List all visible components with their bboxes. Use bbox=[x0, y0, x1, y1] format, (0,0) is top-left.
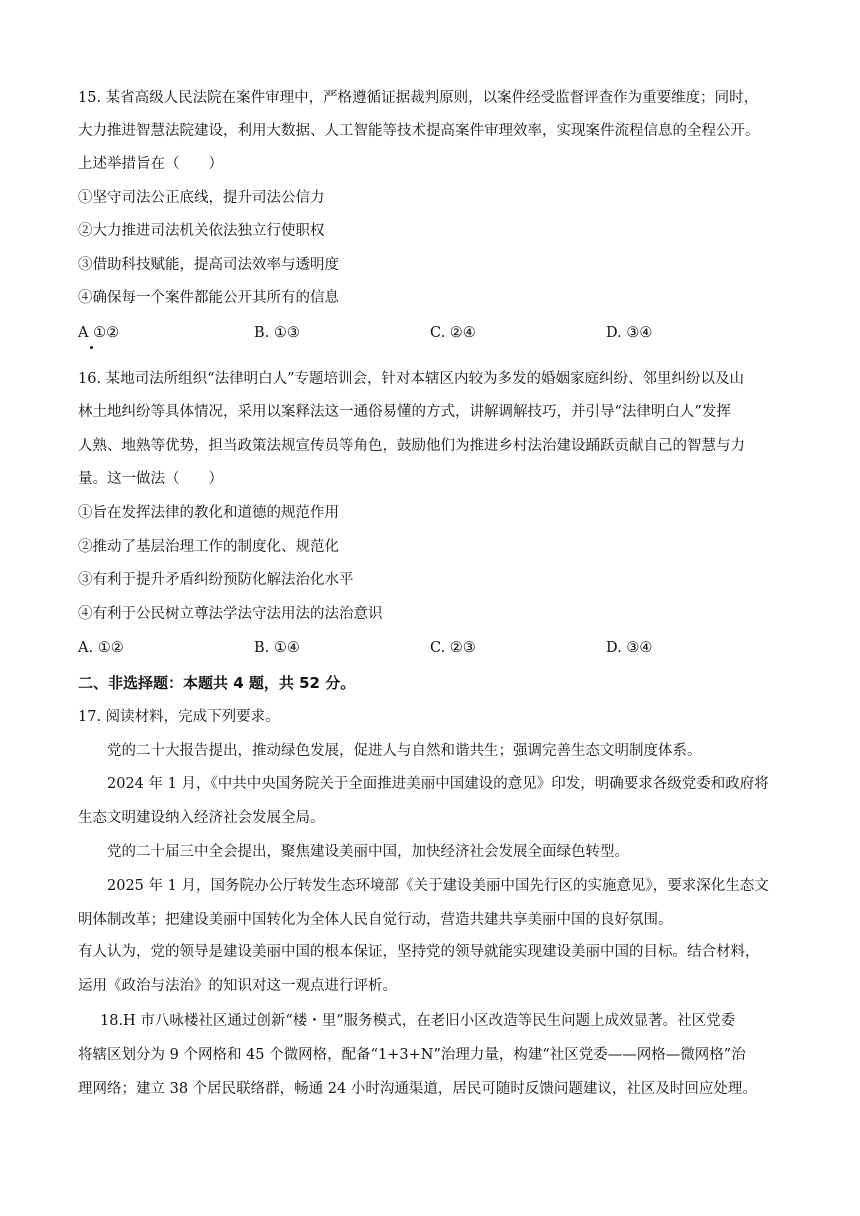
q15-stem-line-3: 上述举措旨在（ ） bbox=[78, 156, 223, 172]
q16-stem-line-1: 16. 某地司法所组织“法律明白人”专题培训会，针对本辖区内较为多发的婚姻家庭纠纷、邻里纠纷以及山 bbox=[78, 371, 744, 387]
q16-option-d[interactable]: D. ③④ bbox=[606, 640, 653, 656]
q16-option-b[interactable]: B. ①④ bbox=[254, 640, 300, 656]
section-heading: 二、非选择题：本题共 4 题，共 52 分。 bbox=[78, 674, 356, 692]
q18-stem-line-3: 理网络；建立 38 个居民联络群，畅通 24 小时沟通渠道，居民可随时反馈问题建议，社区及时回应处理。 bbox=[78, 1081, 757, 1097]
q18-stem-line-1: 18.H 市八咏楼社区通过创新“楼・里”服务模式，在老旧小区改造等民生问题上成效显著。社区党委 bbox=[100, 1013, 736, 1029]
q15-item-2: ②大力推进司法机关依法独立行使职权 bbox=[78, 223, 325, 239]
q17-material-4-line-2: 明体制改革；把建设美丽中国转化为全体人民自觉行动，营造共建共享美丽中国的良好氛围。 bbox=[78, 912, 673, 928]
q16-item-1: ①旨在发挥法律的教化和道德的规范作用 bbox=[78, 505, 339, 521]
q15-option-a[interactable]: A ①② bbox=[78, 325, 120, 341]
q17-task-line-2: 运用《政治与法治》的知识对这一观点进行评析。 bbox=[78, 978, 397, 994]
q18-stem-line-2: 将辖区划分为 9 个网格和 45 个微网格，配备“1+3+N”治理力量，构建“社区党委——网格—微网格”治 bbox=[78, 1047, 746, 1063]
q15-item-4: ④确保每一个案件都能公开其所有的信息 bbox=[78, 290, 339, 306]
q15-option-d[interactable]: D. ③④ bbox=[606, 325, 653, 341]
q17-intro: 17. 阅读材料，完成下列要求。 bbox=[78, 709, 280, 725]
q16-item-4: ④有利于公民树立尊法学法守法用法的法治意识 bbox=[78, 606, 383, 622]
q16-stem-line-3: 人熟、地熟等优势，担当政策法规宣传员等角色，鼓励他们为推进乡村法治建设踊跃贡献自己的智慧与力 bbox=[78, 438, 745, 454]
q16-item-2: ②推动了基层治理工作的制度化、规范化 bbox=[78, 539, 339, 555]
q16-option-a[interactable]: A. ①② bbox=[78, 640, 124, 656]
q17-material-3: 党的二十届三中全会提出，聚焦建设美丽中国，加快经济社会发展全面绿色转型。 bbox=[107, 844, 629, 860]
q15-option-b[interactable]: B. ①③ bbox=[254, 325, 300, 341]
q16-stem-line-2: 林土地纠纷等具体情况，采用以案释法这一通俗易懂的方式，讲解调解技巧，并引导“法律明白人”发挥 bbox=[78, 404, 731, 420]
q15-stem-line-1: 15. 某省高级人民法院在案件审理中，严格遵循证据裁判原则，以案件经受监督评查作为重要维度；同时， bbox=[78, 90, 759, 106]
q17-task-line-1: 有人认为，党的领导是建设美丽中国的根本保证，坚持党的领导就能实现建设美丽中国的目标。结合材料， bbox=[78, 944, 760, 960]
q15-item-1: ①坚守司法公正底线，提升司法公信力 bbox=[78, 190, 325, 206]
q16-item-3: ③有利于提升矛盾纠纷预防化解法治化水平 bbox=[78, 572, 354, 588]
q17-material-2-line-1: 2024 年 1 月，《中共中央国务院关于全面推进美丽中国建设的意见》印发，明确要求各级党委和政府将 bbox=[107, 776, 769, 792]
q15-stem-line-2: 大力推进智慧法院建设，利用大数据、人工智能等技术提高案件审理效率，实现案件流程信息的全程公开。 bbox=[78, 123, 760, 139]
q15-option-c[interactable]: C. ②④ bbox=[430, 325, 476, 341]
q17-material-4-line-1: 2025 年 1 月，国务院办公厅转发生态环境部《关于建设美丽中国先行区的实施意见》，要求深化生态文 bbox=[107, 878, 769, 894]
q17-material-2-line-2: 生态文明建设纳入经济社会发展全局。 bbox=[78, 810, 325, 826]
option-mark-dot bbox=[90, 346, 93, 349]
q16-stem-line-4: 量。这一做法（ ） bbox=[78, 471, 223, 487]
q16-option-c[interactable]: C. ②③ bbox=[430, 640, 476, 656]
q17-material-1: 党的二十大报告提出，推动绿色发展，促进人与自然和谐共生；强调完善生态文明制度体系。 bbox=[107, 743, 702, 759]
q15-item-3: ③借助科技赋能，提高司法效率与透明度 bbox=[78, 257, 339, 273]
